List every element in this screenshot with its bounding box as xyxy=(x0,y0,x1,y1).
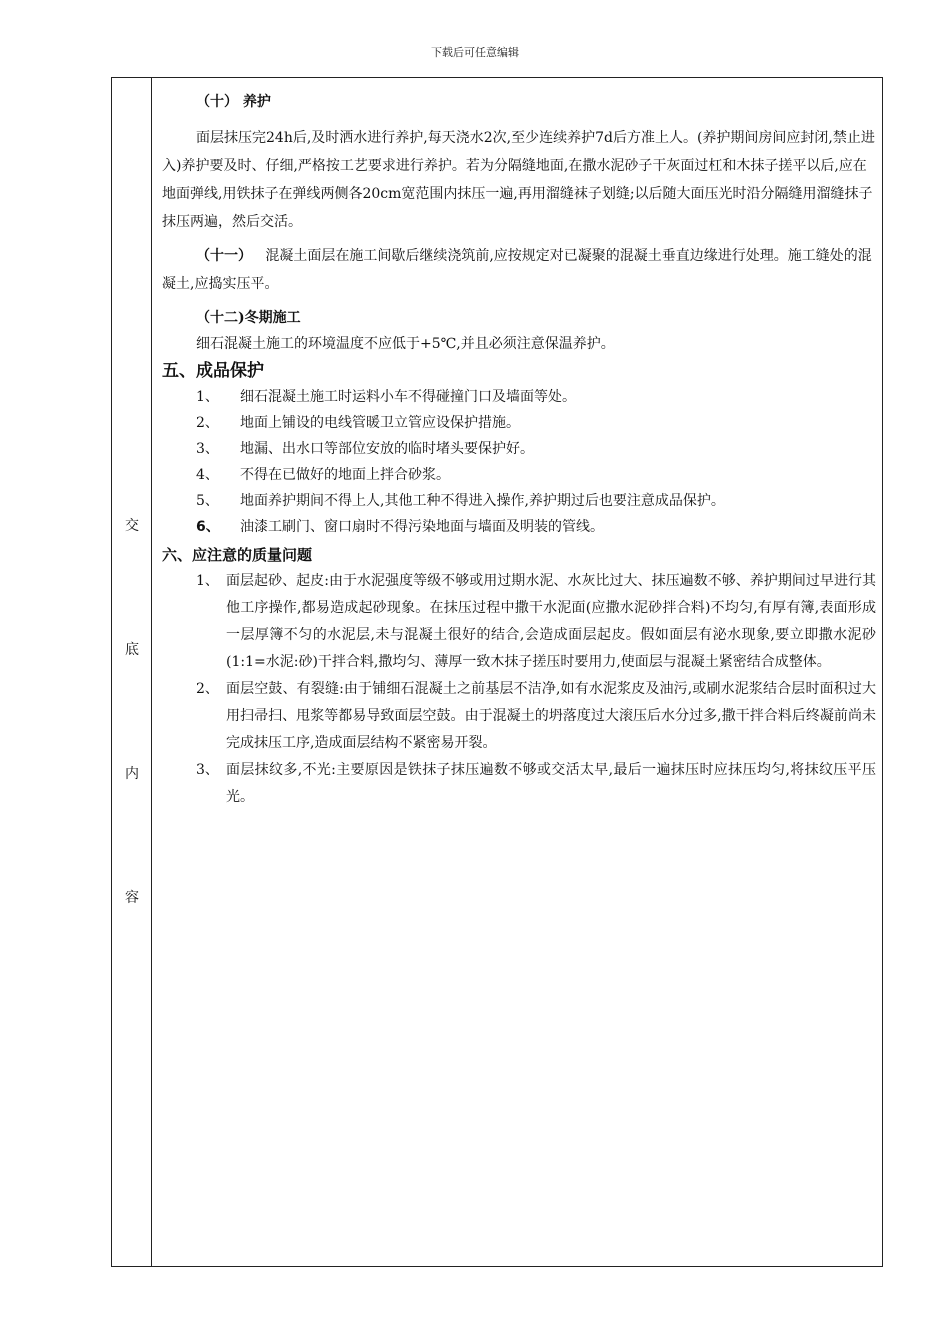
list-item xyxy=(162,410,876,436)
side-label-char: 容 xyxy=(125,890,139,906)
quality-issue-item xyxy=(162,757,876,811)
content-area xyxy=(162,88,876,811)
list-item xyxy=(162,488,876,514)
quality-issue-text: 面层空鼓、有裂缝:由于铺细石混凝土之前基层不洁净,如有水泥浆皮及油污,或刷水泥浆结合层时面积过大用扫帚扫、甩浆等都易导致面层空鼓。由于混凝土的坍落度过大滚压后水分过多,撒干拌合料后终凝前尚未完成抹压工序,造成面层结构不紧密易开裂。 xyxy=(226,681,876,751)
quality-issue-item xyxy=(162,676,876,757)
section-12-heading: （十二)冬期施工 xyxy=(196,310,301,326)
section-10-heading: （十） 养护 xyxy=(196,94,271,110)
list-item xyxy=(162,514,876,540)
list-item xyxy=(162,436,876,462)
section-10-body: 面层抹压完24h后,及时洒水进行养护,每天浇水2次,至少连续养护7d后方准上人。(养护期间房间应封闭,禁止进入)养护要及时、仔细,严格按工艺要求进行养护。若为分隔缝地面,在撒水泥砂子干灰面过杠和木抹子搓平以后,应在地面弹线,用铁抹子在弹线两侧各20cm宽范围内抹压一遍,再用溜缝袜子划缝;以后随大面压光时沿分隔缝用溜缝抹子抹压两遍，然后交活。 xyxy=(162,130,875,230)
quality-issue-number: 3、 xyxy=(196,762,219,778)
list-item-number: 4、 xyxy=(196,467,219,483)
disclosure-table xyxy=(111,77,883,1267)
quality-issue-item xyxy=(162,568,876,676)
section-12-body: 细石混凝土施工的环境温度不应低于+5℃,并且必须注意保温养护。 xyxy=(196,336,615,352)
list-item xyxy=(162,462,876,488)
quality-issue-number: 1、 xyxy=(196,573,219,589)
section-5-heading: 五、成品保护 xyxy=(162,361,264,381)
list-item-number: 1、 xyxy=(196,389,219,405)
page-header-note: 下载后可任意编辑 xyxy=(431,46,519,59)
quality-issue-number: 2、 xyxy=(196,681,219,697)
side-label-char: 交 xyxy=(125,518,139,534)
quality-issue-text: 面层起砂、起皮:由于水泥强度等级不够或用过期水泥、水灰比过大、抹压遍数不够、养护期间过早进行其他工序操作,都易造成起砂现象。在抹压过程中撒干水泥面(应撒水泥砂拌合料)不均匀,有厚有簿,表面形成一层厚簿不匀的水泥层,未与混凝土很好的结合,会造成面层起皮。假如面层有泌水现象,要立即撒水泥砂(1:1=水泥:砂)干拌合料,撒均匀、薄厚一致木抹子搓压时要用力,使面层与混凝土紧密结合成整体。 xyxy=(226,573,876,670)
side-label-char: 底 xyxy=(125,642,139,658)
list-item-number: 2、 xyxy=(196,415,219,431)
section-11-paragraph xyxy=(162,242,876,298)
side-label-char: 内 xyxy=(125,766,139,782)
list-item-text: 细石混凝土施工时运料小车不得碰撞门口及墙面等处。 xyxy=(240,389,576,405)
list-item-text: 油漆工刷门、窗口扇时不得污染地面与墙面及明装的管线。 xyxy=(240,519,604,535)
list-item-text: 地面养护期间不得上人,其他工种不得进入操作,养护期过后也要注意成品保护。 xyxy=(240,493,725,509)
side-label-column xyxy=(112,78,152,1266)
section-11-body: 混凝土面层在施工间歇后继续浇筑前,应按规定对已凝聚的混凝土垂直边缘进行处理。施工缝处的混凝土,应捣实压平。 xyxy=(162,248,872,292)
list-item-number: 5、 xyxy=(196,493,219,509)
list-item-text: 地面上铺设的电线管暖卫立管应设保护措施。 xyxy=(240,415,520,431)
quality-issue-text: 面层抹纹多,不光:主要原因是铁抹子抹压遍数不够或交活太早,最后一遍抹压时应抹压均匀,将抹纹压平压光。 xyxy=(226,762,876,805)
list-item-number: 3、 xyxy=(196,441,219,457)
list-item-number: 6、 xyxy=(196,519,220,535)
section-11-label: （十一） xyxy=(196,248,252,264)
list-item-text: 不得在已做好的地面上拌合砂浆。 xyxy=(240,467,450,483)
list-item-text: 地漏、出水口等部位安放的临时堵头要保护好。 xyxy=(240,441,534,457)
list-item xyxy=(162,384,876,410)
section-6-heading: 六、应注意的质量问题 xyxy=(162,546,313,564)
